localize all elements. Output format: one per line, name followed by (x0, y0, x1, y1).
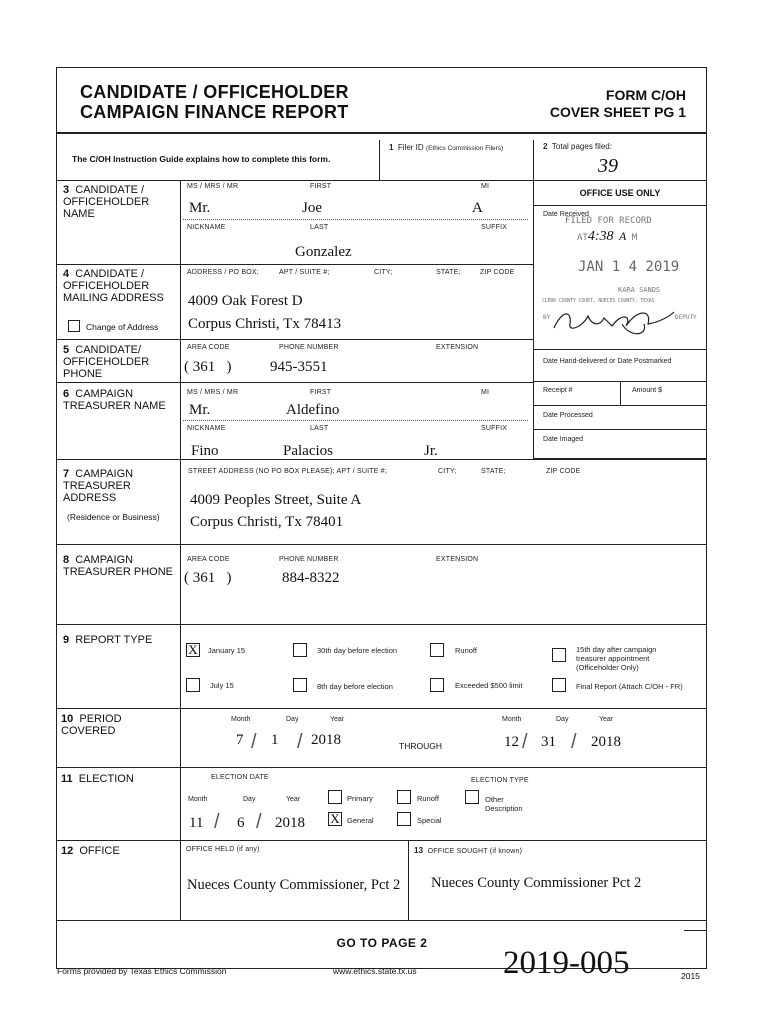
runoff-election-checkbox[interactable] (397, 790, 411, 804)
pages-divider (533, 140, 534, 180)
treasurer-address-line2[interactable]: Corpus Christi, Tx 78401 (190, 514, 344, 530)
total-pages-value[interactable]: 39 (598, 155, 618, 177)
sec11-rule (57, 840, 707, 841)
from-year-label: Year (330, 716, 345, 723)
section-divider (180, 180, 181, 921)
clerk-deputy-stamp: DEPUTY (675, 314, 697, 321)
last-label: LAST (310, 224, 329, 231)
report-type-30th-day-label: 30th day before election (317, 646, 398, 655)
provided-by: Forms provided by Texas Ethics Commission (57, 966, 227, 976)
from-day-label: Day (286, 716, 299, 723)
address-label: ADDRESS / PO BOX; (187, 269, 259, 276)
to-day-label: Day (556, 716, 569, 723)
section-3-label: 3 CANDIDATE / OFFICEHOLDER NAME (63, 184, 150, 220)
revision-year: 2015 (681, 971, 700, 981)
candidate-address-line1[interactable]: 4009 Oak Forest D (188, 293, 303, 309)
candidate-address-line2[interactable]: Corpus Christi, Tx 78413 (188, 316, 342, 332)
treasurer-address-line1[interactable]: 4009 Peoples Street, Suite A (190, 492, 362, 508)
filed-stamp-time: AT4:38 A M (577, 229, 638, 244)
sec6-rule (57, 459, 707, 460)
office-use-title-rule (533, 205, 707, 206)
city-label: CITY; (374, 269, 393, 276)
clerk-title-stamp: CLERK COUNTY COURT, NUECES COUNTY, TEXAS (542, 298, 655, 304)
office-held-label: OFFICE HELD (if any) (186, 846, 260, 853)
website: www.ethics.state.tx.us (333, 966, 417, 976)
go-to-page-2: GO TO PAGE 2 (336, 936, 428, 950)
change-of-address-checkbox[interactable] (68, 320, 80, 332)
area-code-label: AREA CODE (187, 344, 230, 351)
sec8-rule (57, 624, 707, 625)
election-year[interactable]: 2018 (275, 815, 305, 831)
section-4-label: 4 CANDIDATE / OFFICEHOLDER MAILING ADDRESS (63, 268, 164, 304)
sec4-rule (57, 339, 533, 340)
treasurer-dotted-rule (183, 420, 528, 421)
date-slash: / (522, 731, 528, 753)
sec10-rule (57, 767, 707, 768)
election-year-label: Year (286, 796, 301, 803)
date-received-label: Date Received (543, 211, 589, 218)
amount-label: Amount $ (632, 387, 662, 394)
imaged-rule (533, 429, 707, 430)
treasurer-nickname[interactable]: Fino (191, 443, 219, 459)
report-type-january-15-checkbox[interactable]: X (186, 643, 200, 657)
date-processed-label: Date Processed (543, 412, 593, 419)
section-8-label: 8 CAMPAIGN TREASURER PHONE (63, 554, 174, 578)
period-to-year[interactable]: 2018 (591, 734, 621, 750)
sec3-rule (57, 264, 533, 265)
processed-rule (533, 405, 707, 406)
candidate-first[interactable]: Joe (302, 200, 322, 216)
first-label: FIRST (310, 183, 332, 190)
treasurer-title[interactable]: Mr. (189, 402, 211, 418)
section-10-label: 10 PERIOD COVERED (61, 713, 122, 737)
hand-delivered-label: Date Hand-delivered or Date Postmarked (543, 358, 672, 365)
form-id-line1: FORM C/OH (605, 87, 686, 103)
treasurer-suffix-label: SUFFIX (481, 425, 508, 432)
sec7-rule (57, 544, 707, 545)
extension-label: EXTENSION (436, 344, 479, 351)
treasurer-phone-label: PHONE NUMBER (279, 556, 339, 563)
candidate-mi[interactable]: A (472, 200, 483, 216)
election-type-label: ELECTION TYPE (471, 777, 529, 784)
through-label: THROUGH (399, 741, 442, 751)
election-date-label: ELECTION DATE (211, 774, 269, 781)
date-slash: / (251, 731, 257, 753)
filed-stamp-date: JAN 1 4 2019 (578, 259, 680, 275)
section-7-label: 7 CAMPAIGN TREASURER ADDRESS (63, 468, 134, 504)
period-to-day[interactable]: 31 (541, 734, 556, 750)
row1-rule (57, 180, 535, 181)
form-title-line2: CAMPAIGN FINANCE REPORT (80, 102, 349, 122)
report-type-exceeded-label: Exceeded $500 limit (455, 681, 523, 690)
date-slash: / (214, 811, 220, 833)
date-slash: / (256, 811, 262, 833)
treasurer-phone[interactable]: 884-8322 (282, 570, 340, 586)
office-use-title: OFFICE USE ONLY (579, 188, 661, 198)
change-of-address-label: Change of Address (86, 322, 159, 332)
report-type-8th-day-checkbox[interactable] (293, 678, 307, 692)
election-day-label: Day (243, 796, 256, 803)
other-label: Other Description (485, 795, 523, 813)
footer-right-rule (684, 930, 706, 931)
report-type-july-15-label: July 15 (210, 681, 234, 690)
filer-id-label: 1 Filer ID (Ethics Commission Filers) (389, 143, 504, 152)
report-type-runoff-label: Runoff (455, 646, 477, 655)
treasurer-mi-label: MI (481, 389, 490, 396)
report-type-runoff-checkbox[interactable] (430, 643, 444, 657)
general-checkbox[interactable]: X (328, 812, 342, 826)
form-id-line2: COVER SHEET PG 1 (549, 104, 686, 120)
section-11-label: 11 ELECTION (61, 773, 134, 785)
treasurer-ext-label: EXTENSION (436, 556, 479, 563)
period-from-month[interactable]: 7 (236, 732, 244, 748)
treasurer-area-code[interactable]: ( 361 ) (184, 570, 232, 586)
phone-number-label: PHONE NUMBER (279, 344, 339, 351)
form-title-line1: CANDIDATE / OFFICEHOLDER (80, 82, 349, 102)
section-12-label: 12 OFFICE (61, 845, 120, 857)
primary-checkbox[interactable] (328, 790, 342, 804)
report-type-exceeded-checkbox[interactable] (430, 678, 444, 692)
nickname-label: NICKNAME (187, 224, 226, 231)
to-month-label: Month (502, 716, 522, 723)
office-sought-label: 13 OFFICE SOUGHT (if known) (414, 846, 523, 855)
treasurer-state-label: STATE; (481, 468, 506, 475)
office-divider (408, 840, 409, 921)
zip-label: ZIP CODE (480, 269, 515, 276)
clerk-by-stamp: BY (543, 314, 551, 321)
filing-number: 2019-005 (503, 945, 630, 981)
report-type-8th-day-label: 8th day before election (317, 682, 393, 691)
sec12-rule (57, 920, 707, 921)
report-type-final-label: Final Report (Attach C/OH - FR) (576, 682, 683, 691)
to-year-label: Year (599, 716, 614, 723)
date-slash: / (571, 731, 577, 753)
candidate-area-code[interactable]: ( 361 ) (184, 359, 232, 375)
election-day[interactable]: 6 (237, 815, 245, 831)
treasurer-first-label: FIRST (310, 389, 332, 396)
section-7-sublabel: (Residence or Business) (67, 512, 160, 522)
report-type-15th-day-checkbox[interactable] (552, 648, 566, 662)
primary-label: Primary (347, 794, 373, 803)
report-type-final-checkbox[interactable] (552, 678, 566, 692)
period-from-year[interactable]: 2018 (311, 732, 341, 748)
general-label: General (347, 816, 374, 825)
filed-stamp: FILED FOR RECORD (565, 216, 652, 226)
period-to-month[interactable]: 12 (504, 734, 519, 750)
runoff-election-label: Runoff (417, 794, 439, 803)
sec9-rule (57, 708, 707, 709)
treasurer-last-label: LAST (310, 425, 329, 432)
name-dotted-rule (183, 219, 528, 220)
apt-label: APT / SUITE #; (279, 269, 330, 276)
title-label: MS / MRS / MR (187, 183, 239, 190)
instruction-text: The C/OH Instruction Guide explains how to complete this form. (72, 154, 331, 164)
report-type-july-15-checkbox[interactable] (186, 678, 200, 692)
election-month-label: Month (188, 796, 208, 803)
clerk-name-stamp: KARA SANDS (618, 286, 661, 294)
date-imaged-label: Date Imaged (543, 436, 584, 443)
sec5-rule (57, 382, 533, 383)
treasurer-title-label: MS / MRS / MR (187, 389, 239, 396)
receipt-divider (620, 381, 621, 405)
special-checkbox[interactable] (397, 812, 411, 826)
filer-id-field[interactable] (385, 156, 527, 176)
receipt-label: Receipt # (543, 387, 573, 394)
state-label: STATE; (436, 269, 461, 276)
candidate-title[interactable]: Mr. (189, 200, 211, 216)
candidate-phone[interactable]: 945-3551 (270, 359, 328, 375)
filer-divider (379, 140, 380, 180)
treasurer-area-label: AREA CODE (187, 556, 230, 563)
office-held-value[interactable]: Nueces County Commissioner, Pct 2 (187, 877, 401, 893)
section-5-label: 5 CANDIDATE/ OFFICEHOLDER PHONE (63, 344, 150, 380)
report-type-15th-day-label: 15th day after campaign treasurer appointment (Officeholder Only) (576, 645, 657, 672)
date-slash: / (297, 731, 303, 753)
special-label: Special (417, 816, 442, 825)
section-9-label: 9 REPORT TYPE (63, 634, 153, 646)
clerk-signature (552, 302, 677, 336)
treasurer-first[interactable]: Aldefino (286, 402, 340, 418)
other-checkbox[interactable] (465, 790, 479, 804)
office-sought-value[interactable]: Nueces County Commissioner Pct 2 (431, 875, 642, 891)
treasurer-city-label: CITY; (438, 468, 457, 475)
suffix-label: SUFFIX (481, 224, 508, 231)
header-rule (57, 132, 707, 134)
treasurer-zip-label: ZIP CODE (546, 468, 581, 475)
mi-label: MI (481, 183, 490, 190)
from-month-label: Month (231, 716, 251, 723)
street-label: STREET ADDRESS (NO PO BOX PLEASE); APT / SUITE #; (188, 468, 387, 475)
total-pages-label: 2 Total pages filed: (543, 142, 612, 151)
report-type-30th-day-checkbox[interactable] (293, 643, 307, 657)
hand-delivered-rule (533, 349, 707, 350)
section-6-label: 6 CAMPAIGN TREASURER NAME (63, 388, 166, 412)
period-from-day[interactable]: 1 (271, 732, 279, 748)
treasurer-suffix[interactable]: Jr. (424, 443, 438, 459)
candidate-last[interactable]: Gonzalez (295, 244, 352, 260)
treasurer-nickname-label: NICKNAME (187, 425, 226, 432)
report-type-january-15-label: January 15 (208, 646, 246, 655)
treasurer-last[interactable]: Palacios (283, 443, 333, 459)
election-month[interactable]: 11 (189, 815, 204, 831)
